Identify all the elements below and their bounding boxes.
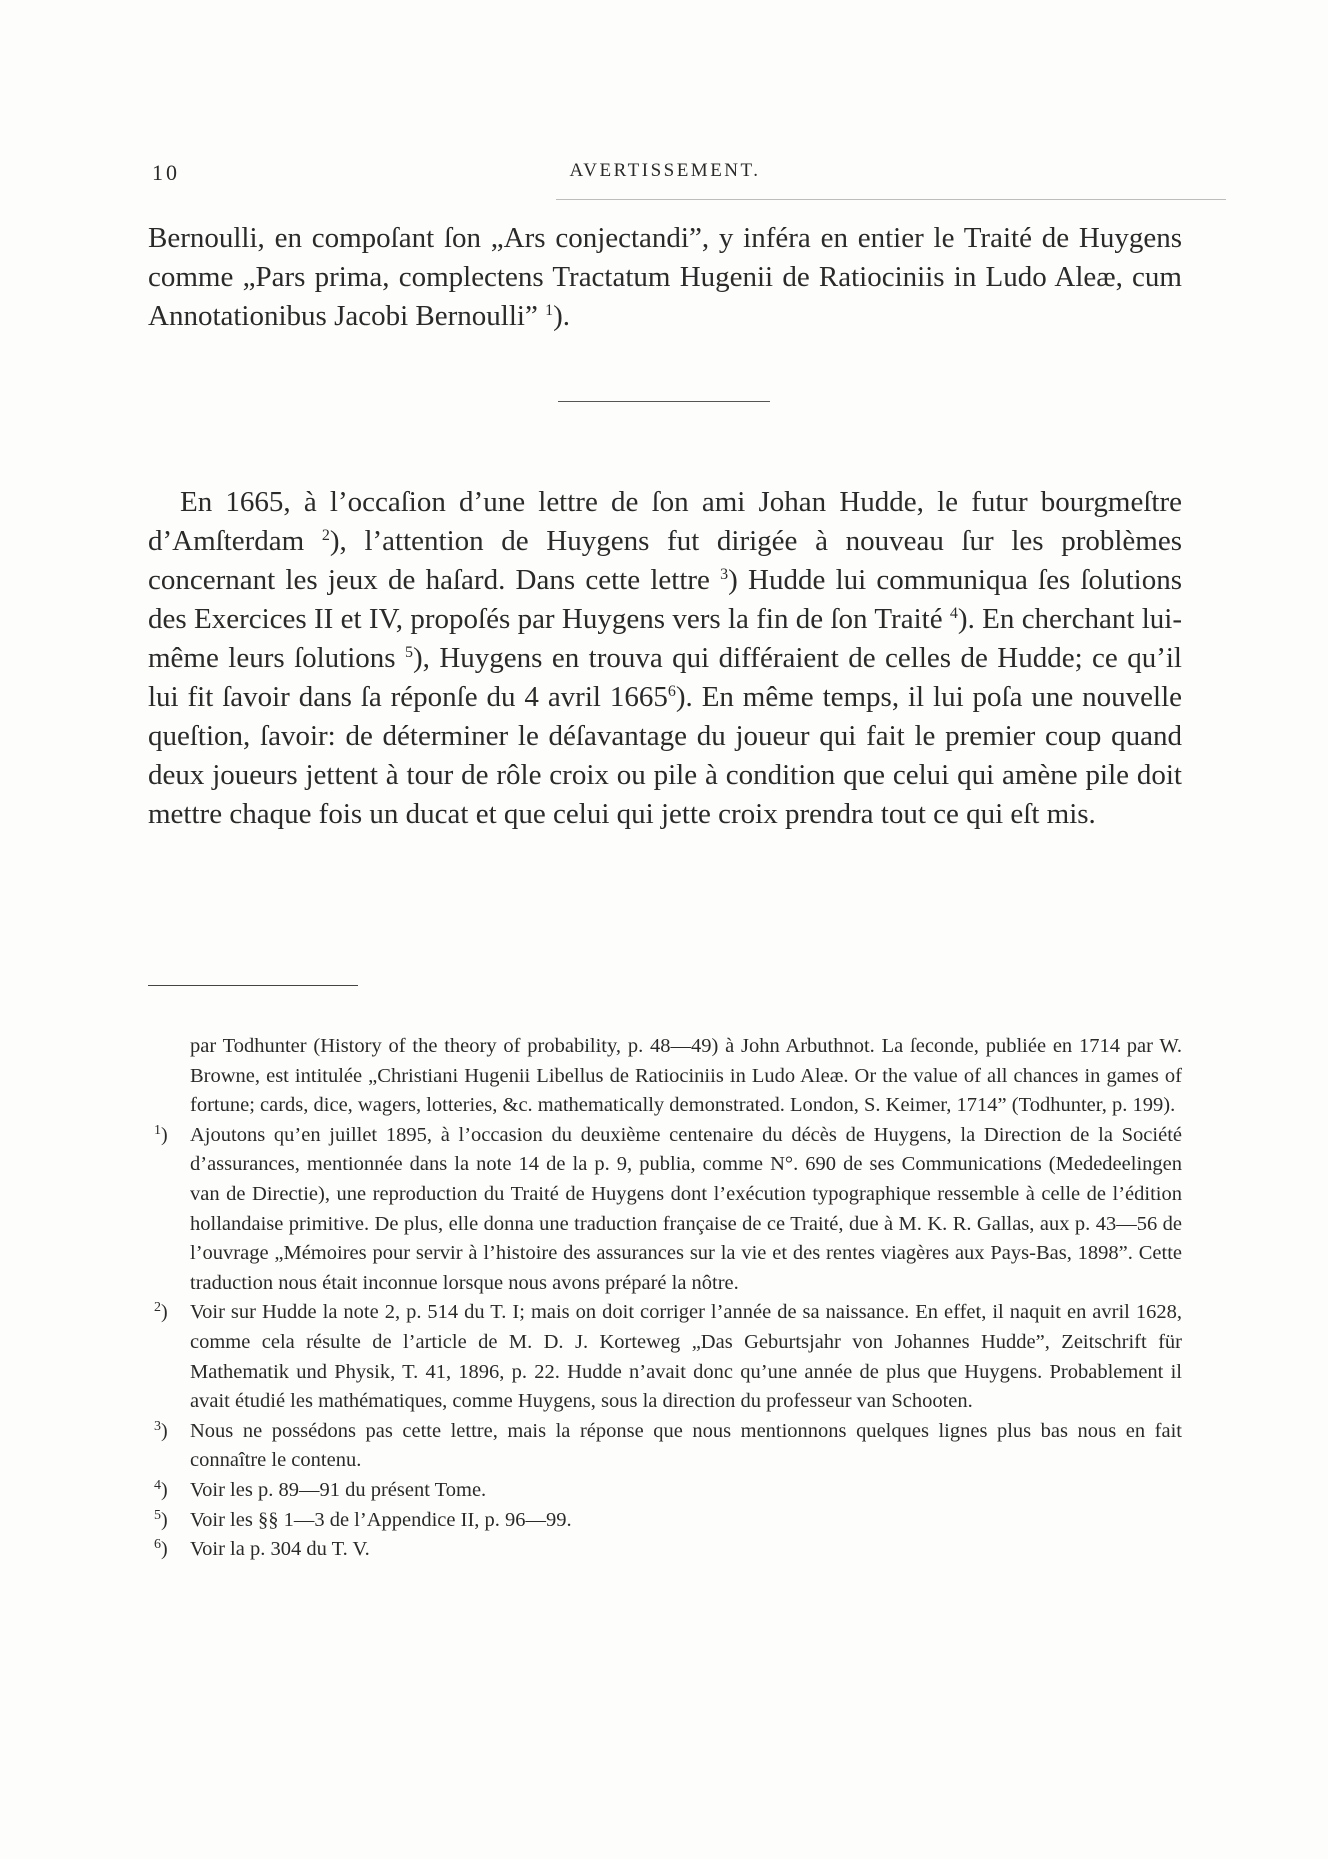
footnote-mark: $^3$) xyxy=(154,1418,168,1442)
footnote-text: Ajoutons qu’en juillet 1895, à l’occasion du deuxième centenaire du décès de Huygens, la Direction de la Société d’assurances, mentionnée dans la note 14 de la p. 9, publia, comme N°. 690 de ses Communications (Mededeelingen van de Directie), une reproduction du Traité de Huygens dont l’exécution typographique ressemble à celle de l’édition hollandaise primitive. De plus, elle donna une traduction française de ce Traité, due à M. K. R. Gallas, aux p. 43—56 de l’ouvrage „Mémoires pour servir à l’histoire des assurances sur la vie et des rentes viagères aux Pays-Bas, 1898”. Cette traduction nous était inconnue lorsque nous avons préparé la nôtre. xyxy=(190,1123,1182,1294)
footnote-ref-4[interactable]: 4 xyxy=(949,605,958,622)
footnote-text: Voir les p. 89—91 du présent Tome. xyxy=(190,1478,487,1501)
footnote-ref-6[interactable]: 6 xyxy=(667,683,676,700)
footnote-mark: $^5$) xyxy=(154,1507,168,1531)
footnote-mark: $^4$) xyxy=(154,1477,168,1501)
footnote-text: Voir sur Hudde la note 2, p. 514 du T. I; mais on doit corriger l’année de sa naissance. En effet, il naquit en avril 1628, comme cela résulte de l’article de M. D. J. Korteweg „Das Geburtsjahr von Johannes Hudde”, Zeitschrift für Mathematik und Physik, T. 41, 1896, p. 22. Hudde n’avait donc qu’une année de plus que Huygens. Probablement il avait étudié les mathématiques, comme Huygens, sous la direction du professeur van Schooten. xyxy=(190,1301,1182,1413)
continuation-paragraph xyxy=(148,219,1182,336)
footnote-ref-5[interactable]: 5 xyxy=(405,644,413,661)
footnotes xyxy=(154,1032,1182,1565)
footnote-mark: $^6$) xyxy=(154,1537,168,1561)
footnote-rule xyxy=(148,985,358,986)
footnote-3 xyxy=(154,1417,1182,1476)
paragraph-segment: ), Huygens en trouva qui différaient de celles de Hudde; ce qu’il lui fit ſavoir dans ſa réponſe du 4 avril 1665 xyxy=(148,642,1182,713)
continuation-text: Bernoulli, en compoſant ſon „Ars conjectandi”, y inféra en entier le Traité de Huygens comme „Pars prima, complectens Tractatum Hugenii de Ratiociniis in Ludo Aleæ, cum Annotationibus Jacobi Bernoulli” xyxy=(148,222,1182,332)
footnote-ref-3[interactable]: 3 xyxy=(720,566,729,583)
footnote-text: Nous ne possédons pas cette lettre, mais la réponse que nous mentionnons quelques lignes plus bas nous en fait connaître le contenu. xyxy=(190,1419,1182,1472)
footnote-1 xyxy=(154,1121,1182,1299)
footnote-ref-1[interactable]: 1 xyxy=(545,302,554,319)
footnote-2 xyxy=(154,1298,1182,1416)
footnote-text: Voir les §§ 1—3 de l’Appendice II, p. 96—99. xyxy=(190,1508,572,1531)
paragraph-segment: ), l’attention de Huygens fut dirigée à nouveau ſur les problèmes concernant les jeux de haſard. Dans cette lettre xyxy=(148,525,1183,596)
continuation-end: ). xyxy=(553,300,571,332)
footnote-mark: $^2$) xyxy=(154,1300,168,1324)
running-title: AVERTISSEMENT. xyxy=(569,160,761,181)
paragraph-segment: En 1665, à l’occaſion d’une lettre de ſon ami Johan Hudde, le futur bourgmeſtre d’Amſterdam xyxy=(148,486,1182,557)
footnote-5 xyxy=(154,1506,1182,1536)
section-separator xyxy=(558,401,770,402)
footnote-ref-2[interactable]: 2 xyxy=(321,527,330,544)
paragraph-segment: ). En même temps, il lui poſa une nouvelle queſtion, ſavoir: de déterminer le déſavantage du joueur qui fait le premier coup quand deux joueurs jettent à tour de rôle croix ou pile à condition que celui qui amène pile doit mettre chaque fois un ducat et que celui qui jette croix prendra tout ce qui eſt mis. xyxy=(148,681,1183,830)
footnote-mark: $^1$) xyxy=(154,1122,168,1146)
footnote-carryover: par Todhunter (History of the theory of probability, p. 48—49) à John Arbuthnot. La ſeconde, publiée en 1714 par W. Browne, est intitulée „Christiani Hugenii Libellus de Ratiociniis in Ludo Aleæ. Or the value of all chances in games of fortune; cards, dice, wagers, lotteries, &c. mathematically demonstrated. London, S. Keimer, 1714” (Todhunter, p. 199). xyxy=(190,1035,1182,1117)
page-header xyxy=(148,156,1182,190)
header-rule xyxy=(556,199,1226,200)
main-paragraph xyxy=(148,483,1182,834)
footnote-4 xyxy=(154,1476,1182,1506)
paragraph-segment: ). En cherchant lui-même leurs ſolutions xyxy=(148,603,1182,674)
footnote-6 xyxy=(154,1535,1182,1565)
paragraph-segment: ) Hudde lui communiqua ſes ſolutions des Exercices II et IV, propoſés par Huygens vers la fin de ſon Traité xyxy=(148,564,1182,635)
footnote-text: Voir la p. 304 du T. V. xyxy=(190,1538,370,1561)
page-number: 10 xyxy=(152,160,180,185)
